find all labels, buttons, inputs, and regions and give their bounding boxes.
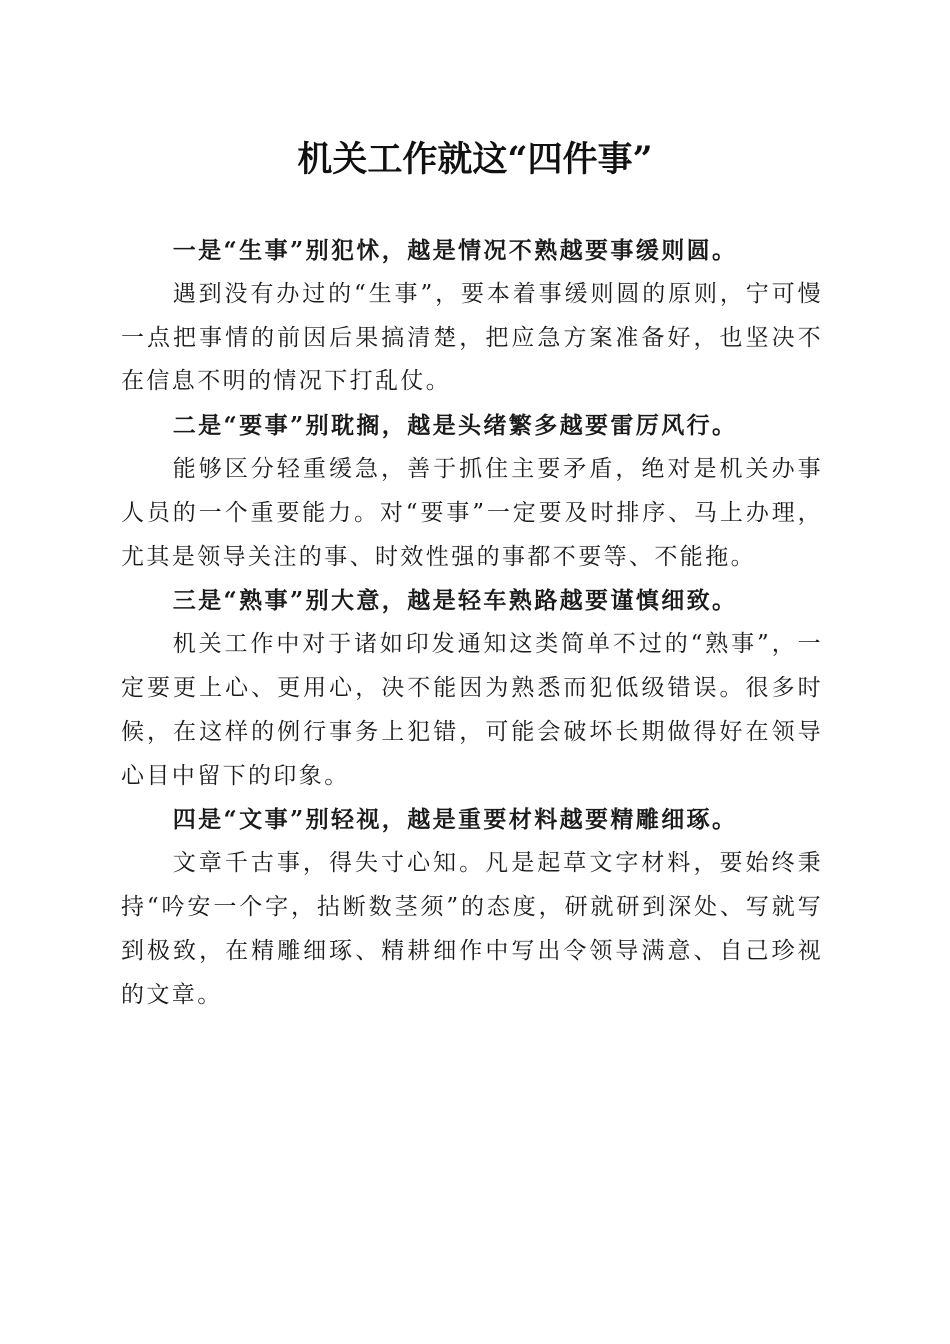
document-body (121, 229, 823, 1017)
section-paragraph-2: 能够区分轻重缓急，善于抓住主要矛盾，绝对是机关办事人员的一个重要能力。对“要事”一定要及时排序、马上办理，尤其是领导关注的事、时效性强的事都不要等、不能拖。 (121, 455, 823, 570)
section-heading-4: 四是“文事”别轻视，越是重要材料越要精雕细琢。 (172, 806, 738, 834)
section-heading-2: 二是“要事”别耽搁，越是头绪繁多越要雷厉风行。 (172, 412, 738, 440)
section-heading-3: 三是“熟事”别大意，越是轻车熟路越要谨慎细致。 (172, 587, 738, 615)
section-paragraph-4: 文章千古事，得失寸心知。凡是起草文字材料，要始终秉持“吟安一个字，拈断数茎须”的态度，研就研到深处、写就写到极致，在精雕细琢、精耕细作中写出令领导满意、自己珍视的文章。 (121, 850, 823, 1008)
section-heading-1: 一是“生事”别犯怵，越是情况不熟越要事缓则圆。 (172, 237, 738, 264)
section-paragraph-1: 遇到没有办过的“生事”，要本着事缓则圆的原则，宁可慢一点把事情的前因后果搞清楚，把应急方案准备好，也坚决不在信息不明的情况下打乱仗。 (121, 280, 823, 395)
page-title: 机关工作就这“四件事” (297, 139, 653, 180)
section-paragraph-3: 机关工作中对于诸如印发通知这类简单不过的“熟事”，一定要更上心、更用心，决不能因为熟悉而犯低级错误。很多时候，在这样的例行事务上犯错，可能会破坏长期做得好在领导心目中留下的印象。 (121, 631, 823, 789)
